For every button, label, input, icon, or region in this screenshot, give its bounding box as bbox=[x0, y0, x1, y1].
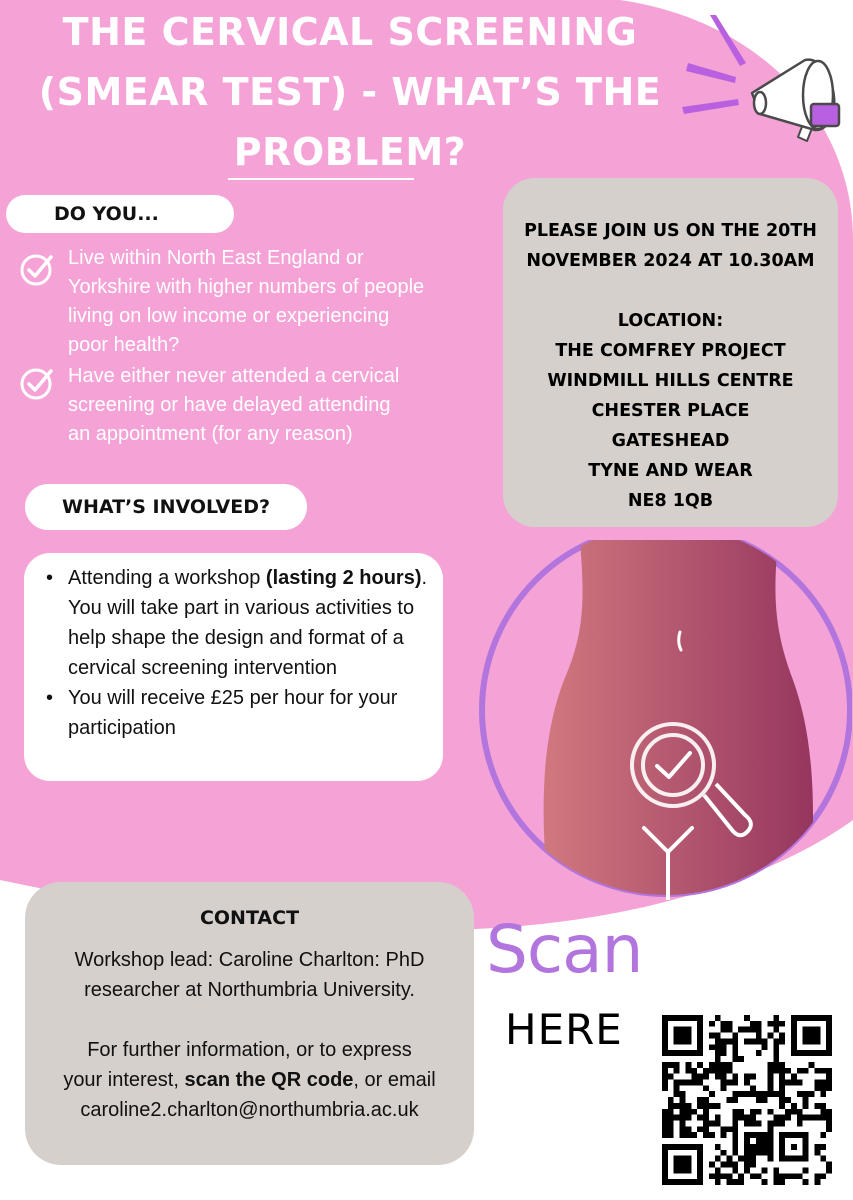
event-location bbox=[503, 306, 838, 516]
contact-line bbox=[31, 1065, 468, 1095]
whats-involved-heading: WHAT’S INVOLVED? bbox=[25, 484, 307, 530]
contact-line: For further information, or to express bbox=[87, 1039, 412, 1061]
involved-text: . You will take part in various activities to help shape the design and format of a cervical screening intervention bbox=[68, 567, 428, 679]
event-details-box bbox=[503, 178, 838, 527]
criteria-line: poor health? bbox=[68, 334, 180, 356]
contact-box bbox=[25, 882, 474, 1165]
event-date bbox=[503, 216, 838, 276]
event-date-line: NOVEMBER 2024 AT 10.30AM bbox=[526, 251, 815, 271]
involved-details-box bbox=[24, 553, 443, 781]
contact-info-text bbox=[31, 1035, 468, 1125]
qr-code[interactable] bbox=[662, 1015, 832, 1185]
criteria-line: Yorkshire with higher numbers of people bbox=[68, 276, 425, 298]
criteria-line: Have either never attended a cervical bbox=[68, 365, 400, 387]
contact-line: Workshop lead: Caroline Charlton: PhD bbox=[74, 949, 425, 971]
scan-qr-instruction: scan the QR code bbox=[184, 1069, 354, 1091]
do-you-heading: DO YOU... bbox=[6, 195, 234, 233]
criteria-line: screening or have delayed attending bbox=[68, 394, 391, 416]
location-line: THE COMFREY PROJECT bbox=[555, 341, 786, 361]
title-line-2: (SMEAR TEST) - WHAT’S THE bbox=[38, 70, 662, 114]
contact-heading: CONTACT bbox=[199, 907, 300, 929]
contact-text: your interest, bbox=[63, 1069, 185, 1091]
contact-text: , or email bbox=[353, 1069, 436, 1091]
location-line: GATESHEAD bbox=[611, 431, 730, 451]
involved-text: Attending a workshop bbox=[68, 567, 266, 589]
involved-duration: (lasting 2 hours) bbox=[265, 567, 422, 589]
check-circle-icon bbox=[20, 367, 54, 401]
check-circle-icon bbox=[20, 253, 54, 287]
scan-label: Scan bbox=[486, 911, 643, 988]
title-underline bbox=[228, 178, 414, 180]
list-item bbox=[68, 563, 429, 683]
involved-payment-text: You will receive £25 per hour for your participation bbox=[68, 687, 398, 739]
location-line: NE8 1QB bbox=[627, 491, 714, 511]
contact-line: researcher at Northumbria University. bbox=[84, 979, 415, 1001]
criteria-text bbox=[68, 362, 508, 449]
location-line: LOCATION: bbox=[617, 311, 724, 331]
criteria-line: Live within North East England or bbox=[68, 247, 364, 269]
location-line: CHESTER PLACE bbox=[591, 401, 750, 421]
here-label: HERE bbox=[505, 1005, 623, 1054]
criteria-line: living on low income or experiencing bbox=[68, 305, 390, 327]
title-line-3: PROBLEM? bbox=[233, 130, 467, 174]
criteria-line: an appointment (for any reason) bbox=[68, 423, 353, 445]
location-line: TYNE AND WEAR bbox=[588, 461, 753, 481]
page-title bbox=[20, 2, 680, 182]
body-illustration bbox=[468, 540, 852, 900]
megaphone-icon bbox=[680, 15, 850, 165]
location-line: WINDMILL HILLS CENTRE bbox=[547, 371, 794, 391]
involved-list bbox=[60, 563, 429, 743]
criteria-text bbox=[68, 244, 508, 360]
title-line-1: THE CERVICAL SCREENING bbox=[62, 10, 638, 54]
list-item bbox=[68, 683, 429, 743]
event-date-line: PLEASE JOIN US ON THE 20TH bbox=[524, 221, 817, 241]
workshop-lead-text bbox=[35, 945, 464, 1005]
contact-email[interactable]: caroline2.charlton@northumbria.ac.uk bbox=[80, 1099, 419, 1121]
